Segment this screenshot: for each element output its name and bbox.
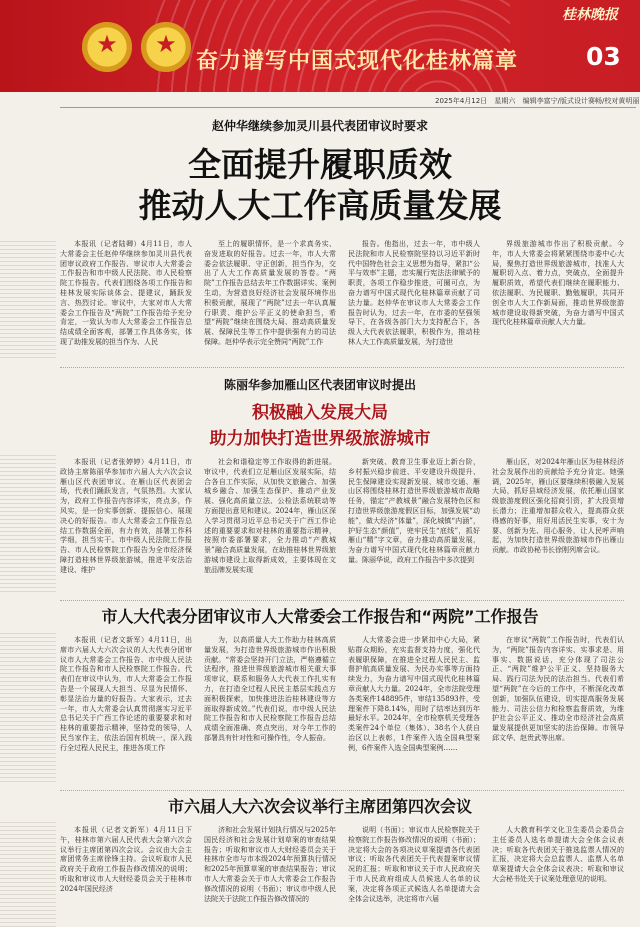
issue-editor: 编辑李富宁/版式设计赛畅/校对黄明丽 bbox=[522, 97, 640, 105]
article4-column: 人大教育科学文化卫生委员会委员会主任委员人选名单提请大会全体会议表决；听取各代表团关于推选监票人情况的汇报，决定将大会总监票人、监票人名单草案提请大会全体会议表决；听取和审议大会秘书处关于议案处理意见的说明。 bbox=[492, 826, 624, 883]
article3-column: 本报讯（记者文新军）4月11日，出席市六届人大六次会议的人大代表分团审议市人大常委会工作报告、市中级人民法院工作报告和市人民检察院工作报告。代表们在审议中认为，市人大常委会工作报告是一个展现人大担当、尽显为民情怀、彰显法治力量的好报告。大家表示，过去一年，市人大常委会认真贯彻落实习近平总书记关于广西工作论述的重要要求和对桂林的重要指示精神，坚持党的领导，人民当家作主，依法治国有机统一，深入践行全过程人民民主，推进各项工作 bbox=[60, 636, 192, 752]
issue-dateline bbox=[430, 96, 640, 106]
article3-column: 在审议“两院”工作报告时，代表们认为，“两院”报告内容详实、实事求是、用事实、数据说话，充分体现了司法公正、“两院”维护公平正义、坚持服务大局、践行司法为民的法治担当。代表们希望“两院”在今后的工作中，不断深化改革创新，加强队伍建设，切实提高服务发展能力、司法公信力和检察监督质效，为维护社会公平正义、推动全市经济社会高质量发展提供更加坚实的法治保障。市领导邱文华、赵贵武等出席。 bbox=[492, 636, 624, 742]
margin-texture bbox=[0, 822, 56, 927]
article2-column: 本报讯（记者张婷婷）4月11日，市政协主席陈丽华参加市六届人大六次会议雁山区代表团审议。在雁山区代表团会场，代表们踊跃发言，气氛热烈。大家认为，政府工作报告内容详实，亮点多，作风实，是一份实事创新、提振信心、展现决心的好报告。市人大常委会工作报告总结工作数据全面，有力有效，部署工作科学细，担当实干。市中级人民法院工作报告、市人民检察院工作报告为全市经济保障打造桂林世界级旅游城，推进平安法治建设、维护 bbox=[60, 458, 192, 574]
issue-date: 2025年4月12日 bbox=[435, 97, 488, 105]
issue-weekday: 星期六 bbox=[494, 97, 516, 105]
article3-body bbox=[60, 636, 624, 784]
article3-title: 市人大代表分团审议市人大常委会工作报告和“两院”工作报告 bbox=[101, 607, 539, 626]
article3-column: 人大常委会进一步紧扣中心大局，紧贴群众期盼，充实监督支持力度，强化代表履职保障，在推进全过程人民民主、监督护航高质量发展、为民办实事等方面持续发力，为奋力谱写中国式现代化桂林篇章贡献人大力量。2024年，全市法院受理各类案件148895件，审结135893件，受理案件下降8.14%，用时了结率达到历年最好水平。2024年，全市检察机关受理各类案件24个单位（集体）、38名个人获自治区以上表彰，1件案件入选全国典型案例，6件案件入选全国典型案例…… bbox=[348, 636, 480, 752]
article2-title-line1: 积极融入发展大局 bbox=[252, 403, 388, 423]
page-banner bbox=[0, 0, 640, 92]
article3-column: 为，以高质量人大工作助力桂林高质量发展，为打造世界级旅游城市作出积极贡献。“常委会坚持开门立法，严格遵循立法程序，推进世界级旅游城市相关重大事项审议，联系和服务人大代表工作扎实有力，在打造全过程人民民主基层实践点方面积极探索，加快推进法治桂林建设等方面取得新成效。”代表们说，市中级人民法院工作报告和市人民检察院工作报告总结成绩全面准确、亮点突出，对今年工作的部署具有针对性和可操作性，令人振奋。 bbox=[204, 636, 336, 742]
banner-slogan: 奋力谱写中国式现代化桂林篇章 bbox=[196, 49, 519, 74]
article1-kicker: 赵仲华继续参加灵川县代表团审议时要求 bbox=[211, 119, 428, 133]
article1-column: 界级旅游城市作出了积极贡献。今年，市人大常委会将紧紧围绕市委中心大局，聚焦打造世界级旅游城市，找准人大履职切入点、着力点，突破点，全面提升履职质效，希望代表们继续在履职能力、依法履职、为民履职、勤勉履职，共同开创全市人大工作新局面，推动世界级旅游城市建设取得新突破，为奋力谱写中国式现代化桂林篇章贡献人大力量。 bbox=[492, 240, 624, 327]
article1-column: 本报讯（记者陆卿）4月11日，市人大常委会主任赵仲华继续参加灵川县代表团审议政府工作报告、审议市人大常委会工作报告和市中级人民法院、市人民检察院工作报告。代表们围绕各项工作报告和桂林发展实际谈体会、提建议，踊跃发言、热烈讨论。审议中，大家对市人大常委会工作报告及“两院”工作报告给予充分肯定，一致认为市人大常委会工作报告总结成绩全面客观，部署工作具体务实，体现了助推发展的担当作为、人民 bbox=[60, 240, 192, 346]
article2-body bbox=[60, 458, 624, 595]
header-rule bbox=[60, 107, 636, 108]
article4-column: 说明（书面）；审议市人民检察院关于检察院工作报告修改情况的说明（书面）；决定将大会的各项决议草案提请各代表团审议；听取各代表团关于代表提案审议情况的汇报；听取和审议关于市人民政府关于市人民政府组成人员候选人名单的议案，决定将各项正式候选人名单提请大会全体会议选举，决定将市六届 bbox=[348, 826, 480, 903]
article2-column: 雁山区，对2024年雁山区为桂林经济社会发展作出的贡献给予充分肯定。她强调，2025年，雁山区要继续积极融入发展大局，抓好县域经济发展，依托雁山国家级旅游度假区强化招商引资，扩大投资增长潜力；注重增加群众收入，提高群众获得感的好事，用好用活民生实事，安十为要、创新为先、用心服务，让人民呼声响起，为加快打造世界级旅游城市作出雁山贡献。市政协秘书长徐刚列席会议。 bbox=[492, 458, 624, 555]
national-emblem-icon bbox=[82, 22, 132, 72]
article1-title-line1: 全面提升履职质效 bbox=[188, 145, 452, 184]
article2-kicker: 陈丽华参加雁山区代表团审议时提出 bbox=[223, 378, 416, 392]
page-number: 03 bbox=[586, 42, 621, 71]
article2-title-line2: 助力加快打造世界级旅游城市 bbox=[209, 429, 431, 449]
article4-column: 济和社会发展计划执行情况与2025年国民经济和社会发展计划草案的审查结果报告；听取和审议市人大财经委员会关于桂林市全市与市本级2024年预算执行情况和2025年预算草案的审查结果报告；审议市人大常委会关于市人大常委会工作报告修改情况的说明（书面）；审议市中级人民法院关于法院工作报告修改情况的 bbox=[204, 826, 336, 903]
article1-column: 至上的履职情怀，是一个求真务实、奋发进取的好报告。过去一年，市人大常委会依法履职、守正创新，担当作为，交出了人大工作高质量发展的答卷。“两院”工作报告总结去年工作数据详实、案例生动，为营造良好经济社会发展环境作出积极贡献，展现了“两院”过去一年认真履行职责、维护公平正义的使命担当，希望“两院”继续在围绕大局、推动高质量发展、保障民生等工作中提供强有力的司法保障。赵仲华表示完全赞同“两院”工作 bbox=[204, 240, 336, 346]
article2-column: 社会和谐稳定等工作取得的新进展。审议中，代表们立足雁山区发展实际，结合各自工作实际，从加快文旅融合、加强城乡融合、加强生态保护、推动产业发展、强化高质量立法、公检法系统联动等方面提出意见和建议。2024年，雁山区深入学习贯彻习近平总书记关于广西工作论述的重要要求和对桂林的重要指示精神，按照市委部署要求，全力推动“产教城景”融合高质量发展，在助推桂林世界级旅游城市建设上取得新成效，主要体现在文旅品牌发展实现 bbox=[204, 458, 336, 574]
margin-texture bbox=[0, 238, 56, 358]
newspaper-masthead: 桂林晚报 bbox=[562, 7, 618, 23]
margin-texture bbox=[0, 632, 56, 782]
article1-title-line2: 推动人大工作高质量发展 bbox=[138, 186, 502, 225]
article1-column: 报告。他指出，过去一年，市中级人民法院和市人民检察院坚持以习近平新时代中国特色社会主义思想为指导，紧扣“公平与效率”主题，忠实履行宪法法律赋予的职责，各项工作稳步推进，可圈可点，为奋力谱写中国式现代化桂林篇章贡献了司法力量。赵仲华在审议市人大常委会工作报告时认为，过去一年，在市委的坚强领导下，在各级各部门大力支持配合下，各级人大代表依法履职，积极作为，推动桂林人大工作高质量发展，为打造世 bbox=[348, 240, 480, 346]
party-emblem-icon bbox=[141, 22, 191, 72]
article-divider bbox=[60, 600, 624, 601]
article4-body bbox=[60, 826, 624, 926]
margin-texture bbox=[0, 452, 56, 592]
article-divider bbox=[60, 367, 624, 368]
article2-column: 新突破、教育卫生事业迈上新台阶，乡村振兴稳步前进、平安建设升级提升、民生保障建设实现新发展、城市交通、雁山区将围绕桂林打造世界级旅游城市战略任务，锚定“产教城景”融合发展特色区和打造世界级旅游度假区目标，加强发展“动能”，做大经济“体量”，深化城镇“内涵”，护好生态“颜值”，兜牢民生“底线”，抓好雁山“精”字文章，奋力推动高质量发展，为奋力谱写中国式现代化桂林篇章贡献力量。陈丽华说，政府工作报告中多次提到 bbox=[348, 458, 480, 564]
article4-title: 市六届人大六次会议举行主席团第四次会议 bbox=[167, 797, 472, 816]
article1-body bbox=[60, 240, 624, 362]
article-divider bbox=[60, 790, 624, 791]
article4-column: 本报讯（记者文新军）4月11日下午，桂林市第六届人民代表大会第六次会议举行主席团第四次会议。会议由大会主席团常务主席徐锋主持。会议听取市人民政府关于政府工作报告修改情况的说明；听取和审议市人大财经委员会关于桂林市2024年国民经济 bbox=[60, 826, 192, 893]
